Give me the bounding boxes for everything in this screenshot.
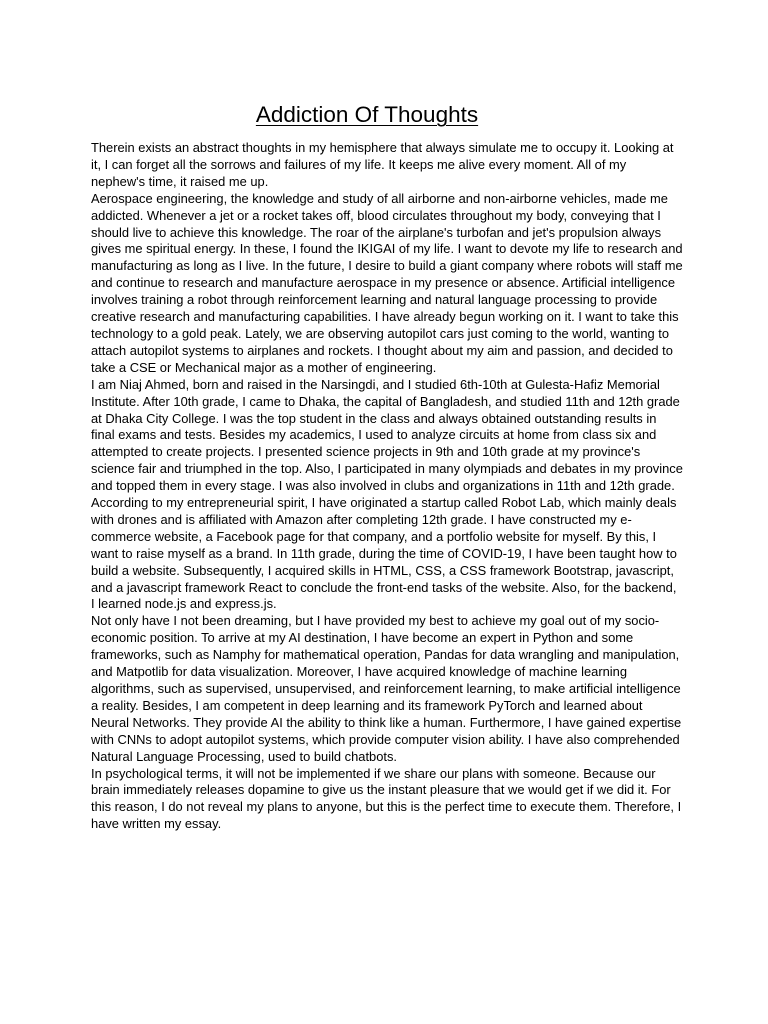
document-body [91, 140, 683, 833]
paragraph-ai-skills: Not only have I not been dreaming, but I have provided my best to achieve my goal out of my socio-economic position. To arrive at my AI destination, I have become an expert in Python and some frameworks, such as Namphy for mathematical operation, Pandas for data wrangling and manipulation, and Matpotlib for data visualization. Moreover, I have acquired knowledge of machine learning algorithms, such as supervised, unsupervised, and reinforcement learning, to make artificial intelligence a reality. Besides, I am competent in deep learning and its framework PyTorch and learned about Neural Networks. They provide AI the ability to think like a human. Furthermore, I have gained expertise with CNNs to adopt autopilot systems, which provide computer vision ability. I have also comprehended Natural Language Processing, used to build chatbots. [91, 613, 682, 764]
paragraph-intro: Therein exists an abstract thoughts in my hemisphere that always simulate me to occupy it. Looking at it, I can forget all the sorrows and failures of my life. It keeps me alive every moment. All of my nephew's time, it raised me up. [91, 140, 674, 189]
paragraph-entrepreneurship: According to my entrepreneurial spirit, I have originated a startup called Robot Lab, which mainly deals with drones and is affiliated with Amazon after completing 12th grade. I have constructed my e-commerce website, a Facebook page for that company, and a portfolio website for myself. By this, I want to raise myself as a brand. In 11th grade, during the time of COVID-19, I have been taught how to build a website. Subsequently, I acquired skills in HTML, CSS, a CSS framework Bootstrap, javascript, and a javascript framework React to conclude the front-end tasks of the website. Also, for the backend, I learned node.js and express.js. [91, 495, 677, 612]
paragraph-aerospace: Aerospace engineering, the knowledge and study of all airborne and non-airborne vehicles, made me addicted. Whenever a jet or a rocket takes off, blood circulates throughout my body, conveying that I should live to achieve this knowledge. The roar of the airplane's turbofan and jet's propulsion always gives me spiritual energy. In these, I found the IKIGAI of my life. I want to devote my life to research and manufacturing as long as I live. In the future, I desire to build a giant company where robots will staff me and continue to research and manufacture aerospace in my presence or absence. Artificial intelligence involves training a robot through reinforcement learning and natural language processing to provide creative research and manufacturing capabilities. I have already begun working on it. I want to take this technology to a gold peak. Lately, we are observing autopilot cars just coming to the world, wanting to attach autopilot systems to airplanes and rockets. I thought about my aim and passion, and decided to take a CSE or Mechanical major as a mother of engineering. [91, 190, 683, 375]
paragraph-education: I am Niaj Ahmed, born and raised in the Narsingdi, and I studied 6th-10th at Gulesta-Hafiz Memorial Institute. After 10th grade, I came to Dhaka, the capital of Bangladesh, and studied 11th and 12th grade at Dhaka City College. I was the top student in the class and always obtained outstanding results in final exams and tests. Besides my academics, I used to analyze circuits at home from class six and attempted to create projects. I presented science projects in 9th and 10th grade at my province's science fair and triumphed in the top. Also, I participated in many olympiads and debates in my province and topped them in every stage. I was also involved in clubs and organizations in 11th and 12th grade. [91, 376, 683, 494]
paragraph-conclusion: In psychological terms, it will not be implemented if we share our plans with someone. Because our brain immediately releases dopamine to give us the instant pleasure that we would get if we did it. For this reason, I do not reveal my plans to anyone, but this is the perfect time to execute them. Therefore, I have written my essay. [91, 765, 682, 832]
document-title: Addiction Of Thoughts [255, 102, 479, 127]
